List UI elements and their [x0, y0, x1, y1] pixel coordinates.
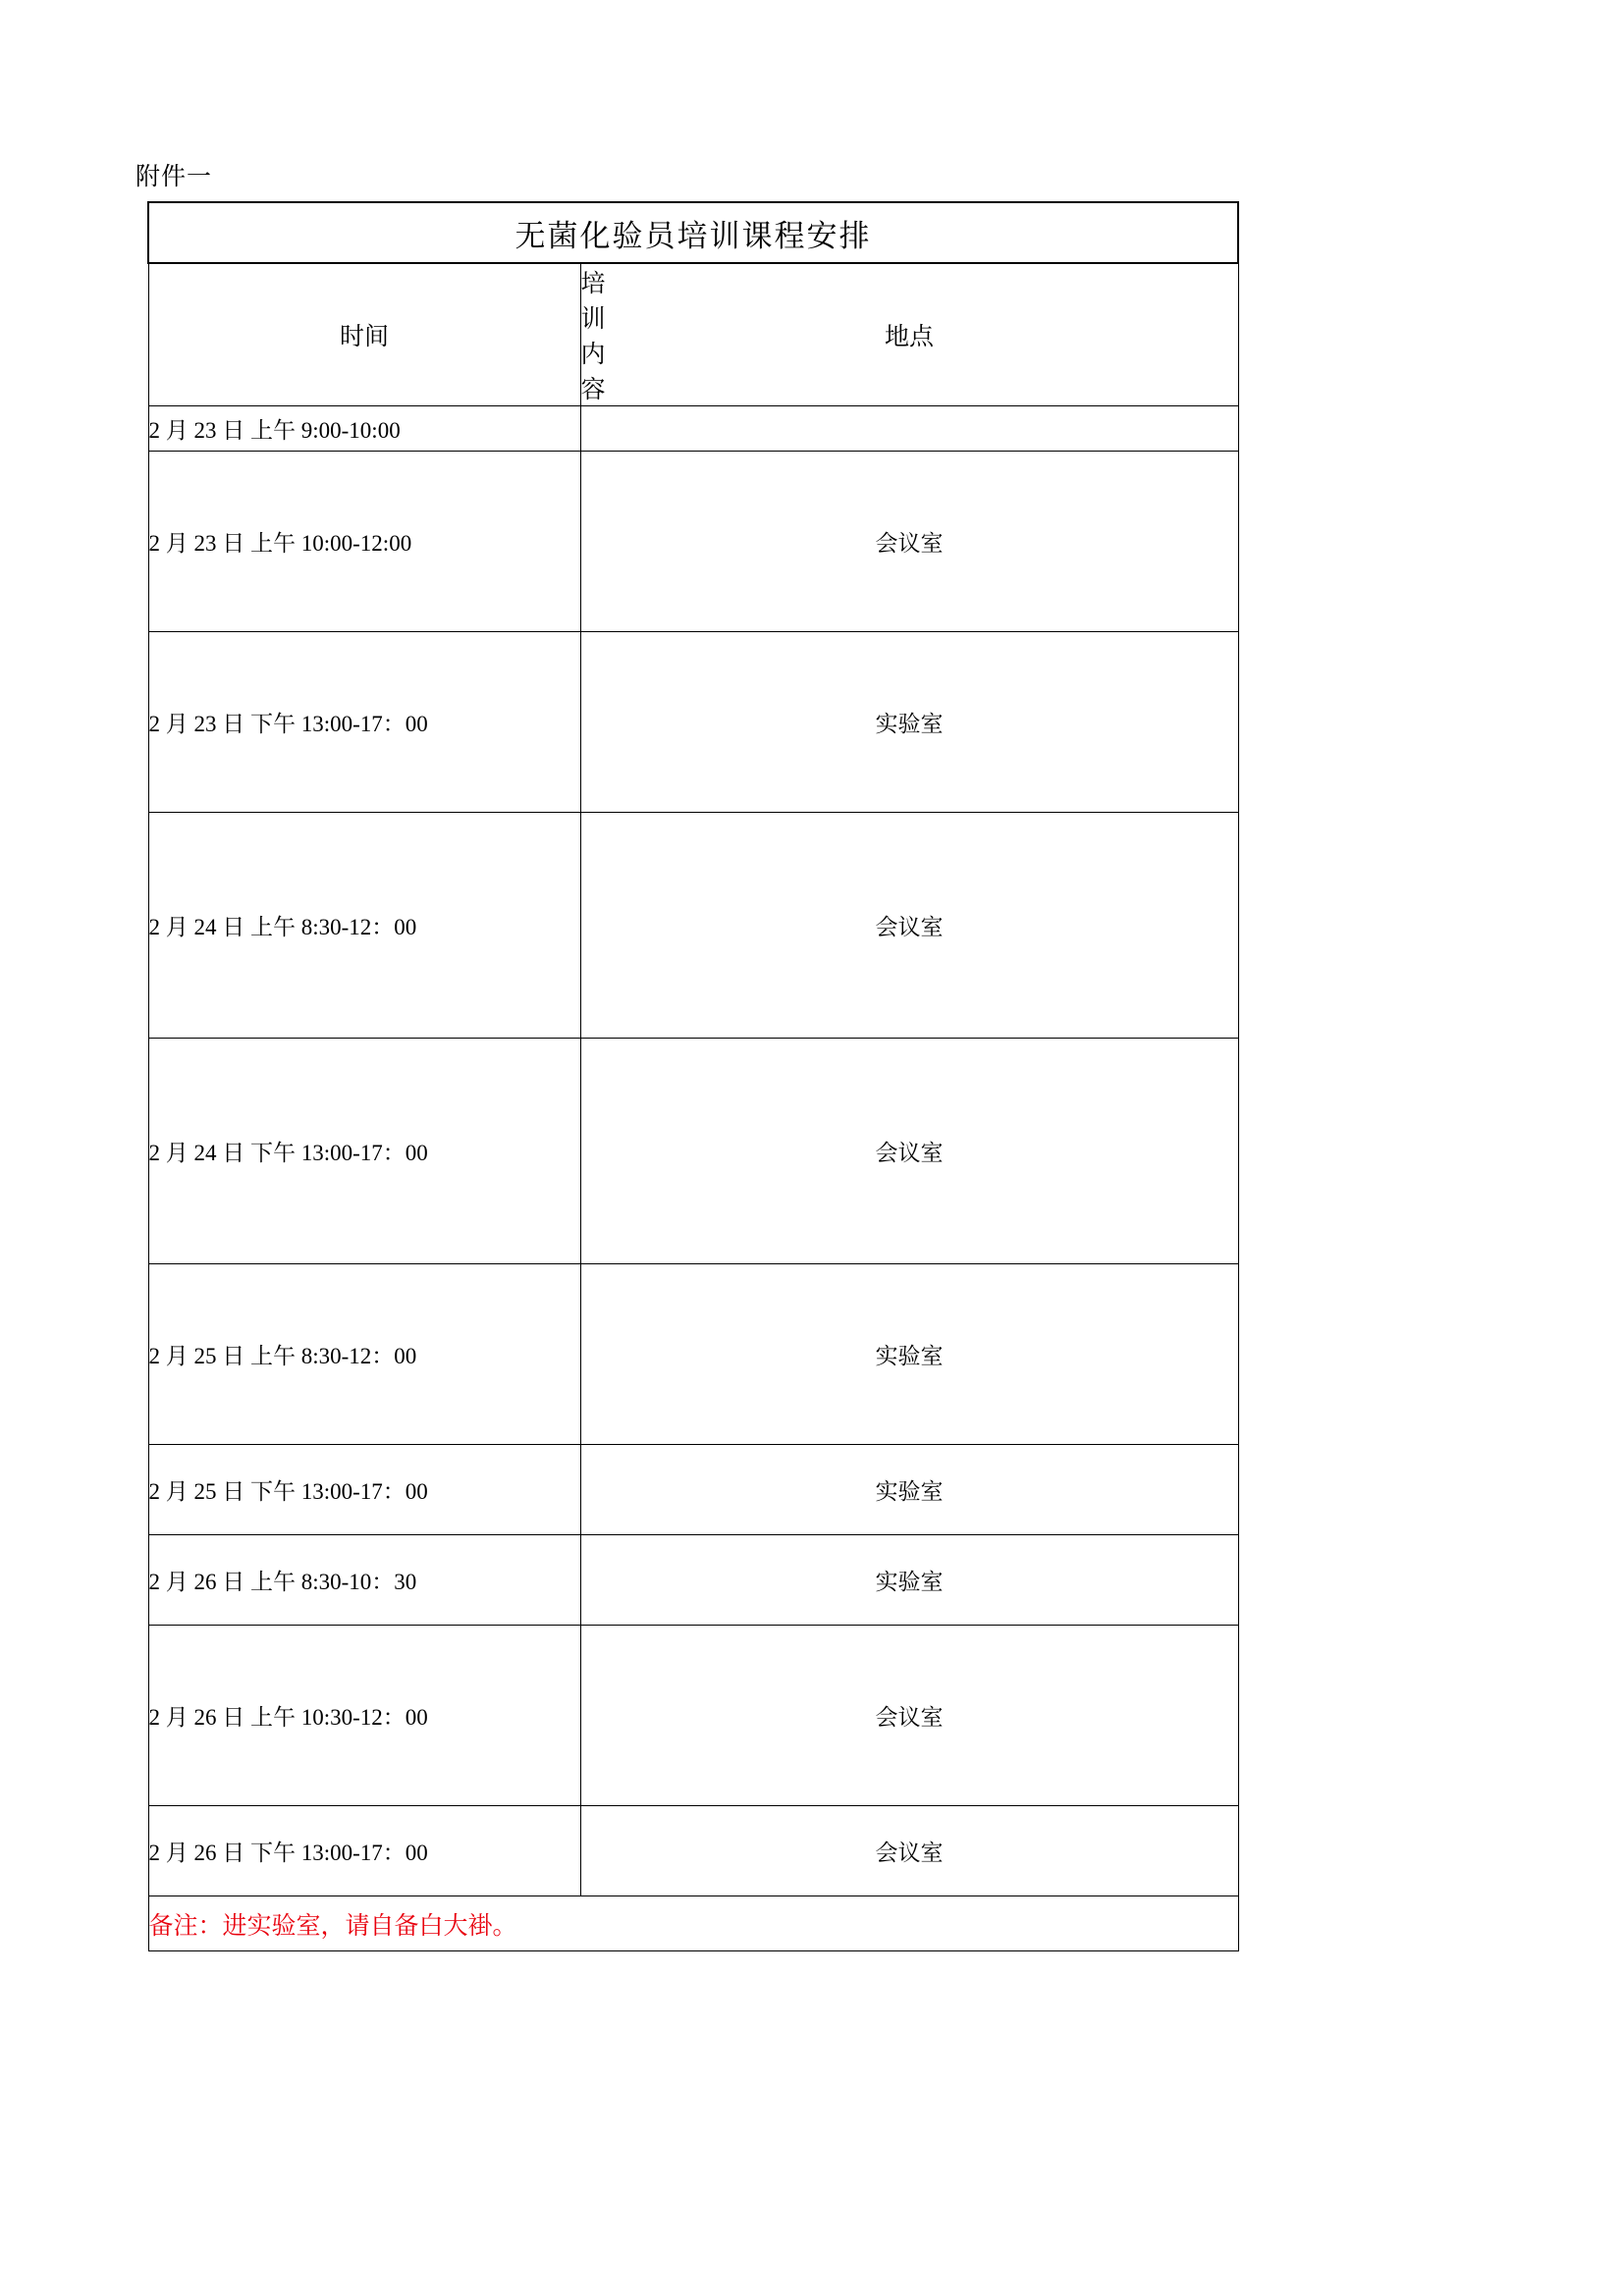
- table-row: [148, 1445, 1494, 1535]
- cell-time: 2 月 23 日 上午 10:00-12:00: [148, 452, 580, 632]
- table-row: [148, 1264, 1494, 1445]
- table-row: [148, 632, 1494, 813]
- note-text: 备注：进实验室，请自备白大褂。: [148, 1896, 1238, 1951]
- cell-place: [580, 406, 1238, 452]
- cell-place: 会议室: [580, 813, 1238, 1039]
- cell-place: 会议室: [580, 1626, 1238, 1806]
- table-row: [148, 406, 1494, 452]
- cell-time: 2 月 26 日 下午 13:00-17：00: [148, 1806, 580, 1896]
- header-time: 时间: [148, 263, 580, 406]
- table-row: [148, 1806, 1494, 1896]
- cell-time: 2 月 24 日 下午 13:00-17：00: [148, 1039, 580, 1264]
- cell-place: 实验室: [580, 1535, 1238, 1626]
- training-schedule-table: [147, 201, 1495, 1951]
- header-place: 地点: [580, 263, 1238, 406]
- cell-time: 2 月 23 日 下午 13:00-17：00: [148, 632, 580, 813]
- table-row: [148, 452, 1494, 632]
- cell-place: 会议室: [580, 1039, 1238, 1264]
- table-header-row: 时间 培训内容 地点: [148, 263, 1494, 406]
- table-row: [148, 813, 1494, 1039]
- cell-place: 会议室: [580, 1806, 1238, 1896]
- schedule-rows: [148, 406, 1494, 1896]
- note-row: [148, 1896, 1494, 1951]
- cell-time: 2 月 26 日 上午 8:30-10：30: [148, 1535, 580, 1626]
- cell-place: 实验室: [580, 1445, 1238, 1535]
- cell-time: 2 月 24 日 上午 8:30-12：00: [148, 813, 580, 1039]
- cell-place: 实验室: [580, 632, 1238, 813]
- table-row: [148, 1626, 1494, 1806]
- cell-time: 2 月 26 日 上午 10:30-12：00: [148, 1626, 580, 1806]
- table-body: [148, 202, 1494, 406]
- document-title: 无菌化验员培训课程安排: [148, 202, 1238, 263]
- cell-place: 实验室: [580, 1264, 1238, 1445]
- table-title-row: [148, 202, 1494, 263]
- attachment-label: 附件一: [135, 164, 213, 190]
- table-row: [148, 1039, 1494, 1264]
- cell-time: 2 月 25 日 下午 13:00-17：00: [148, 1445, 580, 1535]
- cell-time: 2 月 23 日 上午 9:00-10:00: [148, 406, 580, 452]
- cell-time: 2 月 25 日 上午 8:30-12：00: [148, 1264, 580, 1445]
- table-row: [148, 1535, 1494, 1626]
- cell-place: 会议室: [580, 452, 1238, 632]
